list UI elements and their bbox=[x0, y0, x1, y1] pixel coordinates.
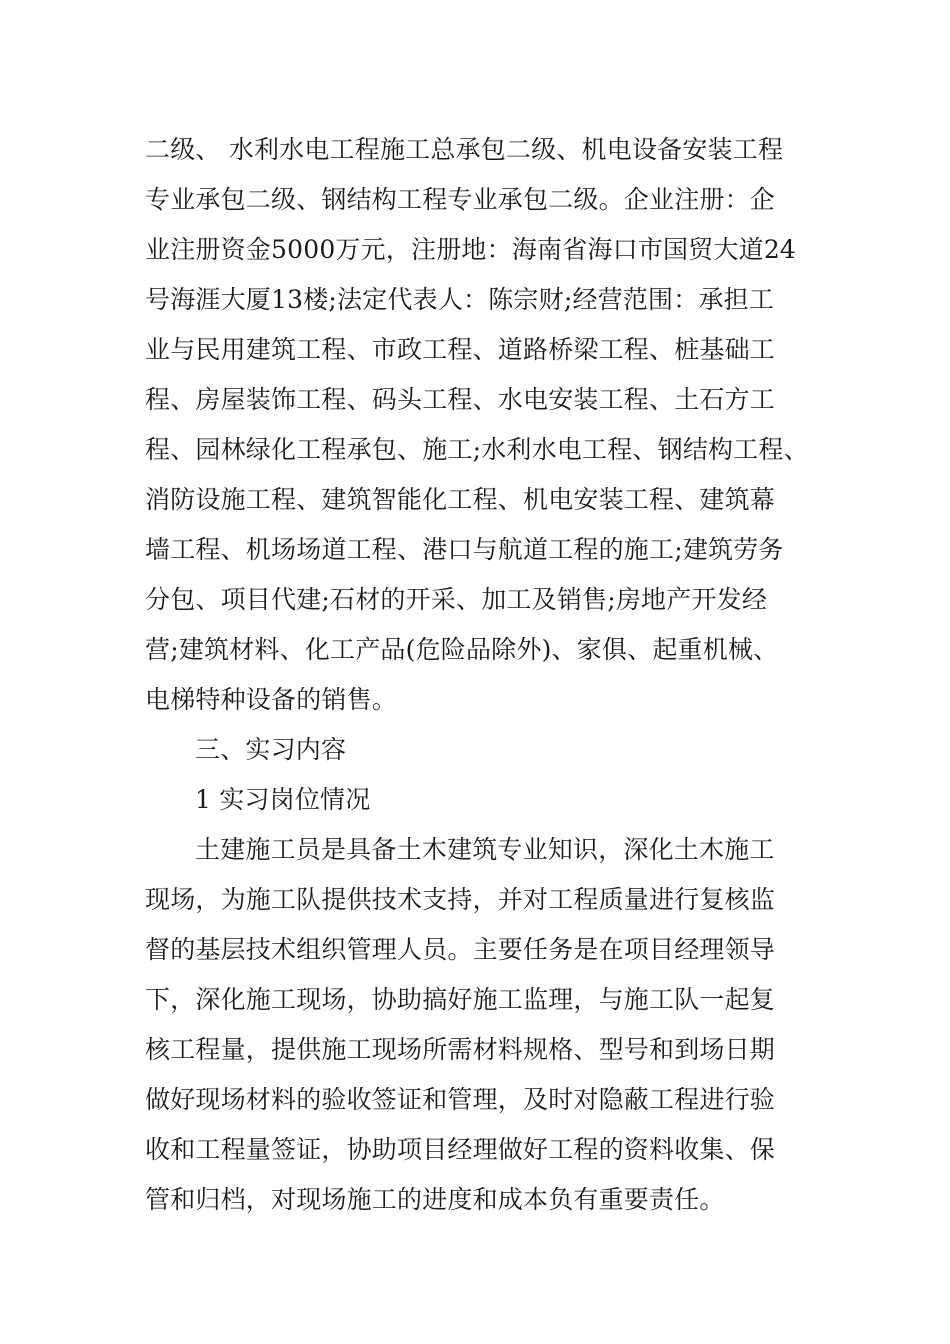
paragraph2-line: 土建施工员是具备土木建筑专业知识，深化土木施工 bbox=[195, 835, 775, 864]
paragraph1-line: 业注册资金5000万元，注册地：海南省海口市国贸大道24 bbox=[145, 235, 797, 264]
paragraph1-line: 业与民用建筑工程、市政工程、道路桥梁工程、桩基础工 bbox=[145, 335, 776, 364]
paragraph1-line: 营;建筑材料、化工产品(危险品除外)、家俱、起重机械、 bbox=[145, 635, 779, 664]
paragraph2-line: 核工程量，提供施工现场所需材料规格、型号和到场日期 bbox=[145, 1035, 776, 1064]
section-heading: 三、实习内容 bbox=[195, 735, 347, 764]
paragraph1-line: 消防设施工程、建筑智能化工程、机电安装工程、建筑幕 bbox=[145, 485, 776, 514]
paragraph1-line: 二级、 水利水电工程施工总承包二级、机电设备安装工程 bbox=[145, 135, 784, 164]
paragraph2-line: 督的基层技术组织管理人员。主要任务是在项目经理领导 bbox=[145, 935, 776, 964]
subsection-heading: 1 实习岗位情况 bbox=[195, 785, 371, 814]
paragraph1-line: 电梯特种设备的销售。 bbox=[145, 685, 398, 714]
paragraph2-line: 下，深化施工现场，协助搞好施工监理，与施工队一起复 bbox=[145, 985, 776, 1014]
paragraph1-line: 分包、项目代建;石材的开采、加工及销售;房地产开发经 bbox=[145, 585, 768, 614]
paragraph1-line: 专业承包二级、钢结构工程专业承包二级。企业注册：企 bbox=[145, 185, 776, 214]
paragraph2-line: 现场，为施工队提供技术支持，并对工程质量进行复核监 bbox=[145, 885, 776, 914]
paragraph1-line: 程、房屋装饰工程、码头工程、水电安装工程、土石方工 bbox=[145, 385, 776, 414]
paragraph2-line: 管和归档，对现场施工的进度和成本负有重要责任。 bbox=[145, 1185, 725, 1214]
paragraph1-line: 号海涯大厦13楼;法定代表人：陈宗财;经营范围：承担工 bbox=[145, 285, 775, 314]
paragraph1-line: 程、园林绿化工程承包、施工;水利水电工程、钢结构工程、 bbox=[145, 435, 809, 464]
paragraph2-line: 做好现场材料的验收签证和管理，及时对隐蔽工程进行验 bbox=[145, 1085, 776, 1114]
paragraph2-line: 收和工程量签证，协助项目经理做好工程的资料收集、保 bbox=[145, 1135, 776, 1164]
paragraph1-line: 墙工程、机场场道工程、港口与航道工程的施工;建筑劳务 bbox=[145, 535, 784, 564]
